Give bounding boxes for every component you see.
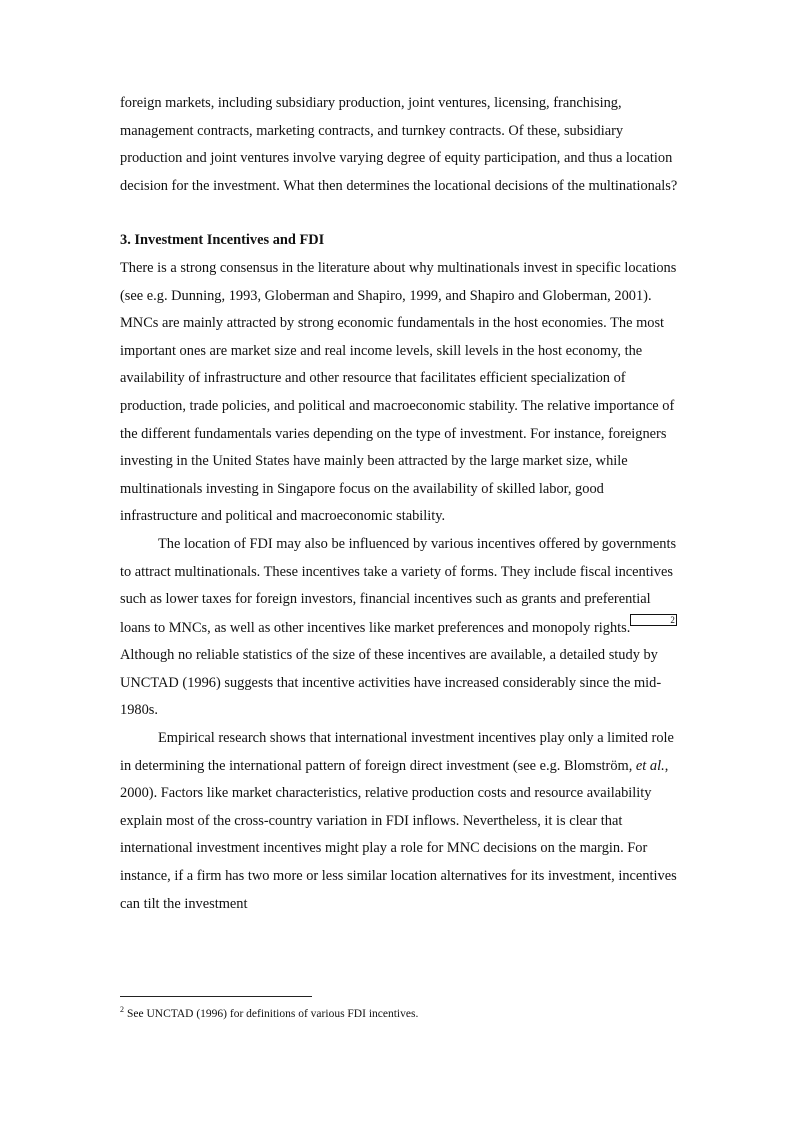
paragraph-incentives-part2: Although no reliable statistics of the size of these incentives are available, a detailed study by UNCTAD (1996) suggests that incentive activities have increased considerably since the mid-1980s. xyxy=(120,647,662,719)
footnote-reference[interactable]: 2 xyxy=(630,614,677,626)
paragraph-empirical-italic: et al. xyxy=(635,757,665,774)
paragraph-consensus: There is a strong consensus in the literature about why multinationals invest in specific locations (see e.g. Dunning, 1993, Globerman and Shapiro, 1999, and Shapiro and Globerman, 2001). MNCs are mainly attracted by strong economic fundamentals in the host economies. The most important ones are market size and real income levels, skill levels in the host economy, the availability of infrastructure and other resource that facilitates efficient specialization of production, trade policies, and political and macroeconomic stability. The relative importance of the different fundamentals varies depending on the type of investment. For instance, foreigners investing in the United States have mainly been attracted by the large market size, while multinationals investing in Singapore focus on the availability of skilled labor, good infrastructure and political and macroeconomic stability. xyxy=(120,259,677,525)
paragraph-incentives-part1: The location of FDI may also be influenced by various incentives offered by governments to attract multinationals. These incentives take a variety of forms. They include fiscal incentives such as lower taxes for foreign investors, financial incentives such as grants and preferential loans to MNCs, as well as other incentives like market preferences and monopoly rights. xyxy=(120,535,677,636)
paragraph-empirical-part1: Empirical research shows that international investment incentives play only a limited role in determining the international pattern of foreign direct investment (see e.g. Blomström, xyxy=(120,730,674,774)
footnote xyxy=(120,1002,680,1022)
section-heading: 3. Investment Incentives and FDI xyxy=(120,232,325,249)
footnote-number: 2 xyxy=(120,1005,124,1014)
paragraph-empirical-part2: , 2000). Factors like market characteristics, relative production costs and resource availability explain most of the cross-country variation in FDI inflows. Nevertheless, it is clear that international investment incentives might play a role for MNC decisions on the margin. For instance, if a firm has two more or less similar location alternatives for its investment, incentives can tilt the investment xyxy=(120,757,677,912)
paragraph-empirical xyxy=(120,725,680,918)
footnote-text: See UNCTAD (1996) for definitions of various FDI incentives. xyxy=(127,1008,419,1020)
footnote-divider xyxy=(120,996,312,997)
document-body xyxy=(120,90,680,918)
paragraph-incentives xyxy=(120,531,680,725)
paragraph-continuation: foreign markets, including subsidiary production, joint ventures, licensing, franchising, management contracts, marketing contracts, and turnkey contracts. Of these, subsidiary production and joint ventures involve varying degree of equity participation, and thus a location decision for the investment. What then determines the locational decisions of the multinationals? xyxy=(120,95,678,194)
